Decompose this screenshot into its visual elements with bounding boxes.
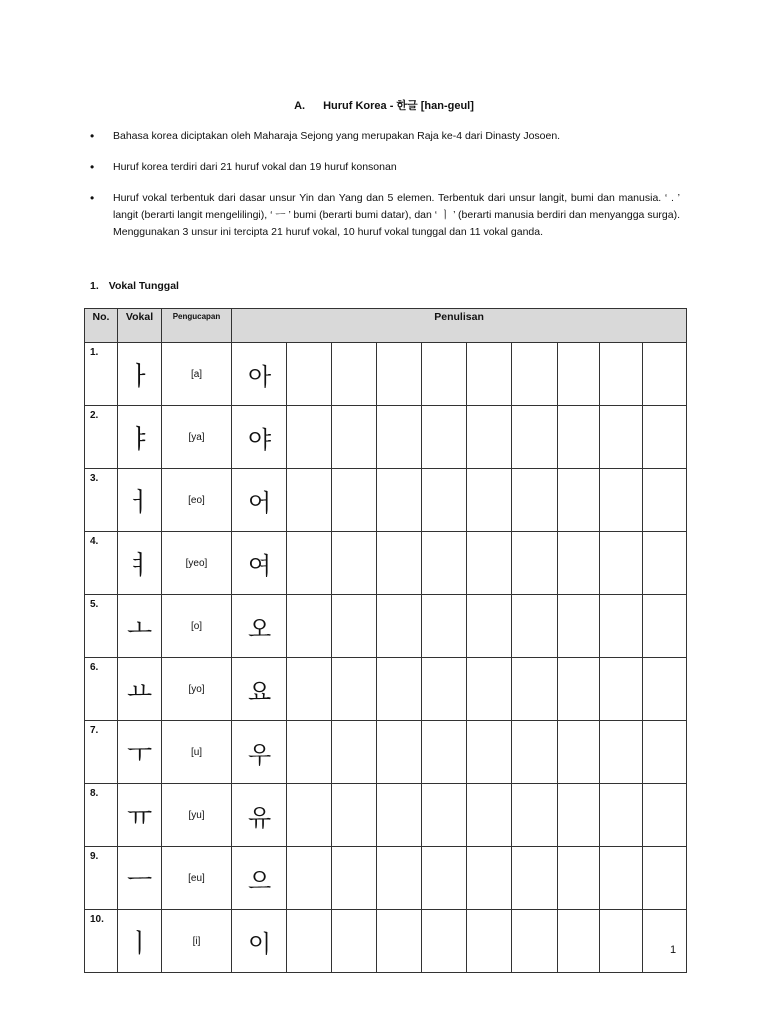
practice-cell[interactable] [332, 406, 377, 469]
practice-cell[interactable] [467, 721, 512, 784]
practice-cell[interactable] [512, 532, 558, 595]
pronunciation: [i] [162, 910, 232, 973]
practice-cell[interactable] [287, 658, 332, 721]
practice-cell[interactable] [600, 910, 643, 973]
practice-cell[interactable] [377, 784, 422, 847]
practice-cell[interactable] [422, 658, 467, 721]
practice-cell[interactable] [558, 721, 600, 784]
practice-cell[interactable] [600, 847, 643, 910]
writing-example: 유 [232, 784, 287, 847]
practice-cell[interactable] [512, 910, 558, 973]
pronunciation: [yeo] [162, 532, 232, 595]
vowel-glyph: ㅕ [118, 532, 162, 595]
practice-cell[interactable] [558, 784, 600, 847]
practice-cell[interactable] [643, 847, 687, 910]
vowel-glyph: ㅠ [118, 784, 162, 847]
practice-cell[interactable] [377, 847, 422, 910]
practice-cell[interactable] [377, 532, 422, 595]
practice-cell[interactable] [512, 847, 558, 910]
section-number: 1. [90, 280, 99, 292]
vowel-glyph: ㅓ [118, 469, 162, 532]
practice-cell[interactable] [287, 532, 332, 595]
row-number: 4. [85, 532, 118, 595]
bullet-item: • Huruf vokal terbentuk dari dasar unsur Yin dan Yang dan 5 elemen. Terbentuk dari unsur langit, bumi dan manusia. ‘ . ’ langit (berarti langit mengelilingi), ‘ ㅡ ’ bumi (berarti bumi datar), dan ‘ ㅣ ’ (berarti manusia berdiri dan menyangga surga). Menggunakan 3 unsur ini tercipta 21 huruf vokal, 10 huruf vokal tunggal dan 11 vokal ganda. [90, 190, 680, 241]
table-row [85, 595, 687, 658]
table-header-row [85, 309, 687, 343]
pronunciation: [ya] [162, 406, 232, 469]
writing-example: 오 [232, 595, 287, 658]
row-number: 10. [85, 910, 118, 973]
practice-cell[interactable] [287, 595, 332, 658]
practice-cell[interactable] [512, 658, 558, 721]
practice-cell[interactable] [643, 784, 687, 847]
practice-cell[interactable] [377, 721, 422, 784]
row-number: 2. [85, 406, 118, 469]
pronunciation: [yo] [162, 658, 232, 721]
practice-cell[interactable] [512, 406, 558, 469]
row-number: 5. [85, 595, 118, 658]
practice-cell[interactable] [332, 595, 377, 658]
practice-cell[interactable] [422, 469, 467, 532]
table-row [85, 721, 687, 784]
practice-cell[interactable] [467, 784, 512, 847]
practice-cell[interactable] [332, 721, 377, 784]
practice-cell[interactable] [512, 595, 558, 658]
writing-example: 우 [232, 721, 287, 784]
vowel-glyph: ㅜ [118, 721, 162, 784]
practice-cell[interactable] [643, 658, 687, 721]
practice-cell[interactable] [558, 343, 600, 406]
practice-cell[interactable] [600, 469, 643, 532]
row-number: 6. [85, 658, 118, 721]
practice-cell[interactable] [643, 721, 687, 784]
pronunciation: [a] [162, 343, 232, 406]
header-pronunciation: Pengucapan [162, 309, 232, 343]
practice-cell[interactable] [287, 406, 332, 469]
practice-cell[interactable] [643, 532, 687, 595]
practice-cell[interactable] [512, 469, 558, 532]
practice-cell[interactable] [377, 595, 422, 658]
vowel-glyph: ㅡ [118, 847, 162, 910]
practice-cell[interactable] [377, 910, 422, 973]
practice-cell[interactable] [332, 847, 377, 910]
table-row [85, 469, 687, 532]
practice-cell[interactable] [558, 910, 600, 973]
practice-cell[interactable] [467, 658, 512, 721]
practice-cell[interactable] [332, 343, 377, 406]
header-writing: Penulisan [232, 309, 687, 343]
practice-cell[interactable] [512, 784, 558, 847]
writing-example: 으 [232, 847, 287, 910]
practice-cell[interactable] [332, 469, 377, 532]
practice-cell[interactable] [600, 595, 643, 658]
writing-example: 요 [232, 658, 287, 721]
page-number: 1 [670, 944, 677, 956]
bullet-list [90, 128, 680, 255]
row-number: 8. [85, 784, 118, 847]
practice-cell[interactable] [558, 406, 600, 469]
practice-cell[interactable] [558, 595, 600, 658]
practice-cell[interactable] [600, 532, 643, 595]
practice-cell[interactable] [600, 343, 643, 406]
practice-cell[interactable] [332, 532, 377, 595]
practice-cell[interactable] [377, 343, 422, 406]
practice-cell[interactable] [643, 595, 687, 658]
practice-cell[interactable] [422, 343, 467, 406]
vowel-glyph: ㅑ [118, 406, 162, 469]
practice-cell[interactable] [422, 595, 467, 658]
practice-cell[interactable] [558, 469, 600, 532]
vowel-glyph: ㅗ [118, 595, 162, 658]
vowel-glyph: ㅛ [118, 658, 162, 721]
header-vowel: Vokal [118, 309, 162, 343]
vowel-glyph: ㅏ [118, 343, 162, 406]
practice-cell[interactable] [332, 658, 377, 721]
practice-cell[interactable] [600, 784, 643, 847]
pronunciation: [eu] [162, 847, 232, 910]
practice-cell[interactable] [643, 469, 687, 532]
vowel-table [84, 308, 687, 973]
practice-cell[interactable] [643, 343, 687, 406]
pronunciation: [eo] [162, 469, 232, 532]
practice-cell[interactable] [377, 658, 422, 721]
practice-cell[interactable] [377, 406, 422, 469]
practice-cell[interactable] [558, 847, 600, 910]
table-row [85, 910, 687, 973]
practice-cell[interactable] [558, 532, 600, 595]
writing-example: 이 [232, 910, 287, 973]
writing-example: 아 [232, 343, 287, 406]
practice-cell[interactable] [467, 469, 512, 532]
practice-cell[interactable] [422, 721, 467, 784]
practice-cell[interactable] [422, 847, 467, 910]
section-title: Vokal Tunggal [108, 280, 179, 292]
pronunciation: [u] [162, 721, 232, 784]
table-row [85, 658, 687, 721]
practice-cell[interactable] [467, 406, 512, 469]
practice-cell[interactable] [287, 721, 332, 784]
table-row [85, 532, 687, 595]
vowel-glyph: ㅣ [118, 910, 162, 973]
writing-example: 어 [232, 469, 287, 532]
practice-cell[interactable] [287, 469, 332, 532]
row-number: 3. [85, 469, 118, 532]
pronunciation: [yu] [162, 784, 232, 847]
practice-cell[interactable] [332, 910, 377, 973]
table-row [85, 784, 687, 847]
bullet-item: • Bahasa korea diciptakan oleh Maharaja Sejong yang merupakan Raja ke-4 dari Dinasty Josoen. [90, 128, 680, 145]
practice-cell[interactable] [332, 784, 377, 847]
practice-cell[interactable] [643, 406, 687, 469]
writing-example: 야 [232, 406, 287, 469]
practice-cell[interactable] [467, 847, 512, 910]
practice-cell[interactable] [600, 658, 643, 721]
page-heading [0, 97, 768, 113]
heading-title: Huruf Korea - 한글 [han-geul] [323, 100, 474, 112]
table-row [85, 343, 687, 406]
practice-cell[interactable] [512, 343, 558, 406]
practice-cell[interactable] [467, 532, 512, 595]
practice-cell[interactable] [287, 847, 332, 910]
practice-cell[interactable] [467, 343, 512, 406]
practice-cell[interactable] [558, 658, 600, 721]
table-row [85, 847, 687, 910]
practice-cell[interactable] [467, 595, 512, 658]
practice-cell[interactable] [422, 406, 467, 469]
header-no: No. [85, 309, 118, 343]
heading-letter: A. [294, 100, 306, 112]
practice-cell[interactable] [600, 406, 643, 469]
practice-cell[interactable] [287, 343, 332, 406]
practice-cell[interactable] [467, 910, 512, 973]
row-number: 9. [85, 847, 118, 910]
table-row [85, 406, 687, 469]
practice-cell[interactable] [422, 532, 467, 595]
row-number: 7. [85, 721, 118, 784]
practice-cell[interactable] [377, 469, 422, 532]
practice-cell[interactable] [600, 721, 643, 784]
practice-cell[interactable] [287, 910, 332, 973]
bullet-item: • Huruf korea terdiri dari 21 huruf vokal dan 19 huruf konsonan [90, 159, 680, 176]
practice-cell[interactable] [422, 784, 467, 847]
practice-cell[interactable] [512, 721, 558, 784]
row-number: 1. [85, 343, 118, 406]
writing-example: 여 [232, 532, 287, 595]
practice-cell[interactable] [287, 784, 332, 847]
pronunciation: [o] [162, 595, 232, 658]
section-heading [90, 280, 179, 292]
practice-cell[interactable] [422, 910, 467, 973]
practice-cell[interactable] [643, 910, 687, 973]
